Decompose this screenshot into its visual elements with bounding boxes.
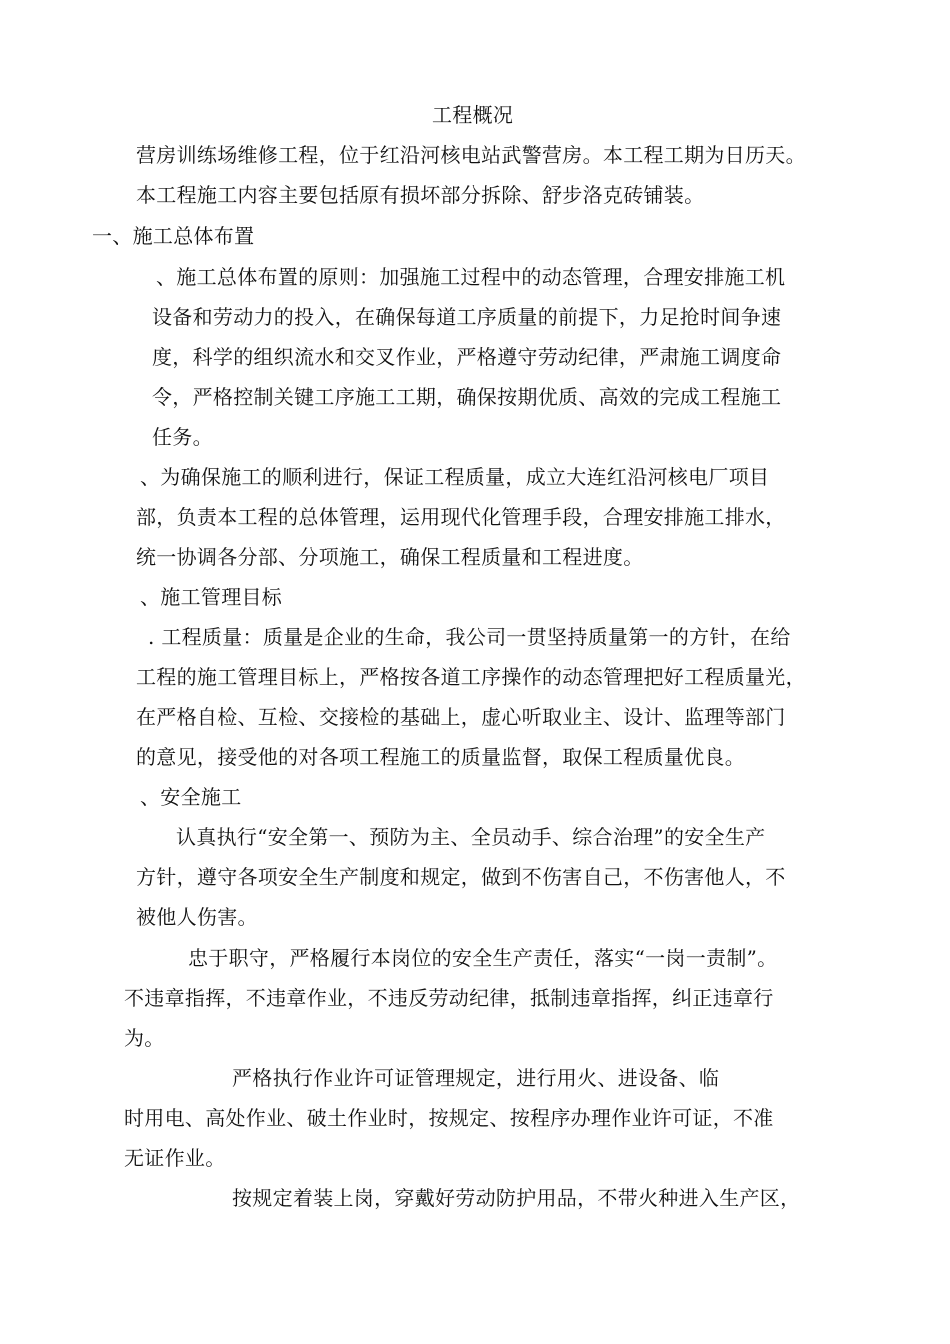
paragraph-line: 方针，遵守各项安全生产制度和规定，做到不伤害自己，不伤害他人，不	[136, 865, 786, 889]
overview-line: 营房训练场维修工程，位于红沿河核电站武警营房。本工程工期为日历天。	[136, 143, 806, 167]
paragraph-line: 为。	[124, 1026, 165, 1050]
paragraph-line: 、施工总体布置的原则：加强施工过程中的动态管理，合理安排施工机	[156, 265, 786, 289]
paragraph-line: 时用电、高处作业、破土作业时，按规定、按程序办理作业许可证，不准	[124, 1106, 774, 1130]
paragraph-line: 认真执行“安全第一、预防为主、全员动手、综合治理”的安全生产	[176, 825, 766, 849]
paragraph-line: 无证作业。	[124, 1146, 226, 1170]
paragraph-line: 在严格自检、互检、交接检的基础上，虚心听取业主、设计、监理等部门	[136, 705, 786, 729]
subsection-heading: 、施工管理目标	[140, 585, 283, 609]
paragraph-line: 被他人伤害。	[136, 905, 258, 929]
paragraph-line: . 工程质量：质量是企业的生命，我公司一贯坚持质量第一的方针，在给	[148, 625, 791, 649]
paragraph-line: 忠于职守，严格履行本岗位的安全生产责任，落实“一岗一责制”。	[188, 946, 778, 970]
subsection-heading: 、安全施工	[140, 785, 242, 809]
paragraph-line: 统一协调各分部、分项施工，确保工程质量和工程进度。	[136, 545, 644, 569]
paragraph-line: 令，严格控制关键工序施工工期，确保按期优质、高效的完成工程施工	[152, 385, 782, 409]
section-heading: 一、施工总体布置	[92, 224, 255, 248]
paragraph-line: 部，负责本工程的总体管理，运用现代化管理手段，合理安排施工排水，	[136, 505, 786, 529]
paragraph-line: 的意见，接受他的对各项工程施工的质量监督，取保工程质量优良。	[136, 745, 745, 769]
paragraph-line: 设备和劳动力的投入，在确保每道工序质量的前提下，力足抢时间争速	[152, 305, 782, 329]
paragraph-line: 严格执行作业许可证管理规定，进行用火、进设备、临	[232, 1066, 720, 1090]
document-title: 工程概况	[432, 103, 514, 127]
paragraph-line: 工程的施工管理目标上，严格按各道工序操作的动态管理把好工程质量光，	[136, 665, 806, 689]
paragraph-line: 按规定着装上岗，穿戴好劳动防护用品，不带火种进入生产区，	[232, 1186, 801, 1210]
paragraph-line: 度，科学的组织流水和交叉作业，严格遵守劳动纪律，严肃施工调度命	[152, 345, 782, 369]
paragraph-line: 任务。	[152, 425, 213, 449]
paragraph-line: 不违章指挥，不违章作业，不违反劳动纪律，抵制违章指挥，纠正违章行	[124, 986, 774, 1010]
overview-line: 本工程施工内容主要包括原有损坏部分拆除、舒步洛克砖铺装。	[136, 183, 705, 207]
paragraph-line: 、为确保施工的顺利进行，保证工程质量，成立大连红沿河核电厂项目	[140, 465, 770, 489]
